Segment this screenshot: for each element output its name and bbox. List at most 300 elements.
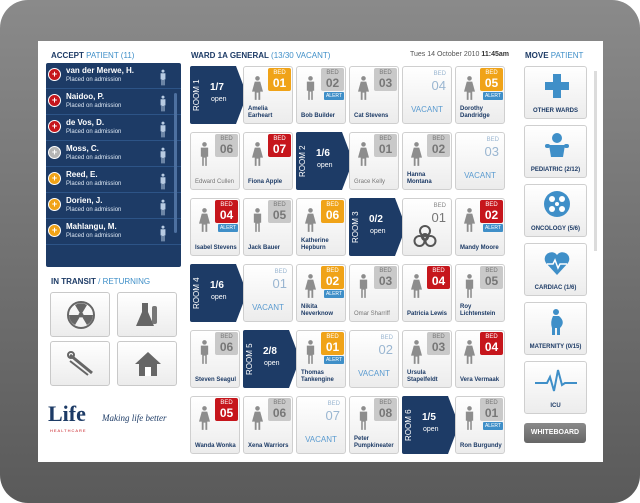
patient-figure [305, 339, 316, 370]
bed-tag [427, 332, 450, 355]
accept-title: ACCEPT [51, 51, 84, 60]
vacant-label: VACANT [305, 435, 337, 444]
bed-tag [215, 398, 238, 421]
patient-figure [305, 75, 316, 106]
grid-cell [243, 132, 293, 190]
bed-tag [268, 398, 291, 421]
room-header[interactable] [349, 198, 399, 256]
female-patient-icon [305, 273, 316, 299]
bed-tag [427, 134, 450, 157]
male-patient-icon [159, 121, 167, 138]
room-count: 1/5 [422, 412, 436, 423]
patient-icon-wrap [159, 173, 167, 195]
occupied-bed-card[interactable] [190, 198, 240, 256]
alert-badge[interactable]: ALERT [325, 357, 342, 363]
move-pediatric-button[interactable] [524, 125, 587, 178]
accept-patient-row[interactable] [46, 63, 181, 89]
room-label: ROOM 1 [192, 79, 201, 111]
patient-name: Reed, E. [66, 170, 98, 179]
baby-icon [543, 131, 571, 164]
patient-figure [464, 405, 475, 436]
grid-cell [296, 264, 346, 322]
occupied-bed-card[interactable] [349, 264, 399, 322]
bed-tag [215, 200, 238, 223]
grid-cell [349, 66, 399, 124]
patient-figure [199, 405, 210, 436]
whiteboard-button[interactable]: WHITEBOARD [524, 423, 586, 443]
logo-tagline: Making life better [102, 413, 167, 423]
move-title: MOVE [525, 51, 549, 60]
grid-cell [296, 198, 346, 256]
life-healthcare-logo [48, 401, 178, 441]
bed-label: BED [432, 268, 445, 274]
occupied-bed-card[interactable] [296, 66, 346, 124]
patient-figure [358, 405, 369, 436]
laboratory-button[interactable] [117, 292, 177, 337]
male-patient-icon [159, 199, 167, 216]
grid-cell [296, 330, 346, 388]
bed-number: 01 [484, 406, 499, 420]
bed-tag [374, 266, 397, 289]
ward-panel [188, 41, 513, 462]
patient-figure [252, 405, 263, 436]
move-label: ICU [550, 403, 561, 409]
male-patient-icon [464, 405, 475, 431]
patient-name: Steven Seagul [195, 377, 237, 383]
accept-scrollbar[interactable] [174, 93, 177, 233]
bed-tag [427, 266, 450, 289]
patient-name: Roy Lichtenstein [460, 304, 496, 317]
bed-number: 02 [431, 142, 446, 156]
move-scrollbar[interactable] [594, 71, 597, 251]
room-header[interactable] [190, 264, 240, 322]
vacant-label: VACANT [411, 105, 443, 114]
priority-badge: + [48, 68, 61, 81]
grid-cell [455, 66, 505, 124]
room-count: 1/6 [316, 148, 330, 159]
vacant-bed-card[interactable] [296, 396, 346, 454]
priority-badge: + [48, 146, 61, 159]
patient-figure [464, 339, 475, 370]
patient-name: Amelia Earheart [248, 106, 273, 119]
bed-number: 04 [431, 78, 446, 93]
grid-cell [349, 132, 399, 190]
patient-status: Placed on admission [66, 181, 122, 187]
occupied-bed-card[interactable] [349, 132, 399, 190]
patient-icon-wrap [159, 147, 167, 169]
patient-name: Vera Vermaak [460, 377, 500, 383]
ward-subtitle: GENERAL [229, 51, 269, 60]
patient-name: Wanda Wonka [195, 443, 236, 449]
room-label: ROOM 3 [351, 211, 360, 243]
room-header[interactable] [190, 66, 240, 124]
female-patient-icon [252, 141, 263, 167]
patient-icon-wrap [159, 199, 167, 221]
female-patient-icon [358, 141, 369, 167]
vacant-bed-card[interactable] [455, 132, 505, 190]
female-patient-icon [464, 75, 475, 101]
grid-cell [243, 66, 293, 124]
alert-badge[interactable]: ALERT [484, 93, 501, 99]
bed-tag [321, 266, 344, 289]
alert-badge[interactable]: ALERT [219, 225, 236, 231]
male-patient-icon [159, 147, 167, 164]
bed-label: BED [485, 334, 498, 340]
occupied-bed-card[interactable] [190, 330, 240, 388]
bed-label: BED [220, 202, 233, 208]
occupied-bed-card[interactable] [402, 330, 452, 388]
male-patient-icon [159, 95, 167, 112]
bed-label: BED [220, 136, 233, 142]
alert-badge[interactable]: ALERT [484, 225, 501, 231]
bed-number: 03 [378, 76, 393, 90]
bed-tag [480, 68, 503, 91]
patient-figure [305, 273, 316, 304]
radiology-button[interactable] [50, 292, 110, 337]
date-text: Tues 14 October 2010 [410, 51, 480, 58]
bed-number: 04 [431, 274, 446, 288]
accept-title-light: PATIENT (11) [86, 51, 135, 60]
grid-cell [296, 66, 346, 124]
bed-number: 07 [325, 408, 340, 423]
bed-label: BED [273, 136, 286, 142]
room-header[interactable] [296, 132, 346, 190]
patient-figure [199, 207, 210, 238]
bed-tag [480, 332, 503, 355]
male-patient-icon [305, 75, 316, 101]
room-label: ROOM 6 [404, 409, 413, 441]
bed-label: BED [486, 137, 499, 143]
move-label: CARDIAC (1/6) [534, 285, 577, 291]
occupied-bed-card[interactable] [455, 396, 505, 454]
bed-number: 02 [325, 274, 340, 288]
patient-name: Cat Stevens [354, 113, 389, 119]
priority-badge: + [48, 198, 61, 211]
bed-tag [480, 266, 503, 289]
patient-figure [358, 273, 369, 304]
male-patient-icon [358, 405, 369, 431]
bed-label: BED [380, 335, 393, 341]
isolation-bed-card[interactable] [402, 198, 452, 256]
patient-figure [252, 207, 263, 238]
transit-title: IN TRANSIT [51, 277, 96, 286]
bed-tag [321, 332, 344, 355]
vacant-label: VACANT [358, 369, 390, 378]
bed-label: BED [432, 334, 445, 340]
move-label: PEDIATRIC (2/12) [530, 167, 581, 173]
radiation-icon [66, 300, 96, 330]
occupied-bed-card[interactable] [455, 66, 505, 124]
patient-name: Grace Kelly [354, 179, 386, 185]
pregnant-icon [543, 308, 571, 341]
patient-name: Nikita Neverknow [301, 304, 334, 317]
ward-title: WARD 1A [191, 51, 228, 60]
bed-label: BED [273, 400, 286, 406]
move-maternity-button[interactable] [524, 302, 587, 355]
bed-number: 06 [325, 208, 340, 222]
room-open-label: open [211, 294, 227, 301]
bed-label: BED [273, 70, 286, 76]
female-patient-icon [464, 339, 475, 365]
alert-badge[interactable]: ALERT [325, 291, 342, 297]
room-count: 1/7 [210, 82, 224, 93]
room-open-label: open [264, 360, 280, 367]
bed-tag [374, 68, 397, 91]
patient-figure [411, 141, 422, 172]
bed-label: BED [485, 400, 498, 406]
lab-flask-icon [133, 300, 163, 330]
occupied-bed-card[interactable] [243, 132, 293, 190]
pulse-icon [535, 367, 577, 400]
room-count: 1/6 [210, 280, 224, 291]
bed-tag [480, 398, 503, 421]
bed-label: BED [379, 70, 392, 76]
occupied-bed-card[interactable] [296, 198, 346, 256]
move-cardiac-button[interactable] [524, 243, 587, 296]
bed-number: 01 [378, 142, 393, 156]
grid-cell [190, 396, 240, 454]
grid-cell [243, 198, 293, 256]
grid-cell [349, 396, 399, 454]
occupied-bed-card[interactable] [190, 132, 240, 190]
accept-patient-row[interactable] [46, 167, 181, 193]
grid-cell [243, 396, 293, 454]
room-open-label: open [423, 426, 439, 433]
patient-name: Mahlangu, M. [66, 222, 117, 231]
patient-figure [199, 339, 210, 370]
bed-tag [215, 332, 238, 355]
grid-cell [402, 264, 452, 322]
occupied-bed-card[interactable] [243, 66, 293, 124]
bed-number: 05 [219, 406, 234, 420]
home-icon [133, 349, 163, 379]
alert-badge[interactable]: ALERT [484, 423, 501, 429]
occupied-bed-card[interactable] [402, 132, 452, 190]
grid-cell [349, 264, 399, 322]
patient-name: Ursula Stapelfeldt [407, 370, 438, 383]
patient-name: Dorothy Dandridge [460, 106, 490, 119]
occupied-bed-card[interactable] [455, 264, 505, 322]
room-open-label: open [370, 228, 386, 235]
bed-label: BED [220, 400, 233, 406]
bed-label: BED [326, 70, 339, 76]
accept-patient-row[interactable] [46, 193, 181, 219]
bed-number: 01 [272, 76, 287, 90]
bed-tag [480, 200, 503, 223]
grid-cell [455, 132, 505, 190]
female-patient-icon [199, 207, 210, 233]
accept-patient-list[interactable] [46, 63, 181, 267]
logo-sub: HEALTHCARE [50, 428, 87, 433]
patient-icon-wrap [159, 225, 167, 247]
occupied-bed-card[interactable] [296, 264, 346, 322]
female-patient-icon [252, 405, 263, 431]
priority-badge: + [48, 224, 61, 237]
occupied-bed-card[interactable] [296, 330, 346, 388]
patient-name: Ron Burgundy [460, 443, 502, 449]
priority-badge: + [48, 172, 61, 185]
room-count: 0/2 [369, 214, 383, 225]
male-patient-icon [252, 207, 263, 233]
date-time [410, 51, 509, 58]
ward-vacant-count: (13/30 VACANT) [271, 51, 331, 60]
surgery-tools-icon [66, 349, 96, 379]
patient-name: Thomas Tankengine [301, 370, 334, 383]
move-header [525, 51, 583, 60]
grid-cell [402, 66, 452, 124]
grid-cell [455, 264, 505, 322]
female-patient-icon [411, 339, 422, 365]
occupied-bed-card[interactable] [455, 198, 505, 256]
priority-badge: + [48, 94, 61, 107]
bed-label: BED [220, 334, 233, 340]
grid-cell [402, 330, 452, 388]
patient-name: Omar Sharriff [354, 311, 390, 317]
grid-cell [402, 198, 452, 256]
grid-cell [243, 264, 293, 322]
priority-badge: + [48, 120, 61, 133]
accept-patient-row[interactable] [46, 89, 181, 115]
accept-patient-row[interactable] [46, 219, 181, 245]
bed-number: 02 [484, 208, 499, 222]
time-text: 11:45am [481, 51, 509, 58]
bed-tag [268, 200, 291, 223]
biohazard-icon [412, 224, 438, 255]
patient-name: van der Merwe, H. [66, 66, 135, 75]
bed-number: 04 [219, 208, 234, 222]
occupied-bed-card[interactable] [190, 396, 240, 454]
patient-name: Mandy Moore [460, 245, 499, 251]
bed-tag [268, 68, 291, 91]
patient-figure [358, 141, 369, 172]
occupied-bed-card[interactable] [243, 198, 293, 256]
room-open-label: open [317, 162, 333, 169]
occupied-bed-card[interactable] [349, 396, 399, 454]
patient-icon-wrap [159, 69, 167, 91]
bed-label: BED [379, 136, 392, 142]
vacant-bed-card[interactable] [243, 264, 293, 322]
patient-name: Peter Pumpkineater [354, 436, 394, 449]
patient-figure [464, 75, 475, 106]
patient-name: Fiona Apple [248, 179, 283, 185]
room-label: ROOM 2 [298, 145, 307, 177]
grid-cell [190, 132, 240, 190]
bed-number: 03 [431, 340, 446, 354]
female-patient-icon [252, 75, 263, 101]
cells-icon [543, 190, 571, 223]
move-oncology-button[interactable] [524, 184, 587, 237]
home-button[interactable] [117, 341, 177, 386]
bed-number: 05 [484, 274, 499, 288]
room-header[interactable] [402, 396, 452, 454]
bed-label: BED [379, 400, 392, 406]
bed-number: 05 [484, 76, 499, 90]
vacant-bed-card[interactable] [402, 66, 452, 124]
room-label: ROOM 4 [192, 277, 201, 309]
patient-name: de Vos, D. [66, 118, 105, 127]
male-patient-icon [159, 69, 167, 86]
male-patient-icon [199, 339, 210, 365]
occupied-bed-card[interactable] [243, 396, 293, 454]
male-patient-icon [199, 141, 210, 167]
vacant-bed-card[interactable] [349, 330, 399, 388]
patient-status: Placed on admission [66, 233, 122, 239]
accept-patient-row[interactable] [46, 141, 181, 167]
bed-number: 07 [272, 142, 287, 156]
alert-badge[interactable]: ALERT [325, 93, 342, 99]
patient-figure [199, 141, 210, 172]
patient-name: Naidoo, P. [66, 92, 105, 101]
grid-cell [296, 396, 346, 454]
bed-number: 06 [272, 406, 287, 420]
male-patient-icon [464, 273, 475, 299]
male-patient-icon [358, 273, 369, 299]
move-icu-button[interactable] [524, 361, 587, 414]
patient-name: Moss, C. [66, 144, 99, 153]
bed-tag [321, 68, 344, 91]
grid-cell [455, 396, 505, 454]
patient-name: Jack Bauer [248, 245, 281, 251]
grid-cell [455, 198, 505, 256]
room-label: ROOM 5 [245, 343, 254, 375]
patient-status: Placed on admission [66, 103, 122, 109]
room-header[interactable] [243, 330, 293, 388]
occupied-bed-card[interactable] [455, 330, 505, 388]
bed-number: 06 [219, 142, 234, 156]
patient-figure [464, 207, 475, 238]
accept-patient-row[interactable] [46, 115, 181, 141]
move-label: ONCOLOGY (5/6) [531, 226, 580, 232]
bed-label: BED [485, 268, 498, 274]
bed-number: 01 [431, 210, 446, 225]
theatre-button[interactable] [50, 341, 110, 386]
occupied-bed-card[interactable] [349, 66, 399, 124]
bed-label: BED [327, 401, 340, 407]
occupied-bed-card[interactable] [402, 264, 452, 322]
bed-label: BED [326, 268, 339, 274]
patient-icon-wrap [159, 121, 167, 143]
left-panel [38, 41, 184, 462]
heart-icon [543, 249, 571, 282]
patient-figure [305, 207, 316, 238]
female-patient-icon [305, 207, 316, 233]
cross-icon [543, 72, 571, 105]
patient-icon-wrap [159, 95, 167, 117]
patient-figure [411, 273, 422, 304]
bed-label: BED [485, 70, 498, 76]
male-patient-icon [159, 173, 167, 190]
bed-number: 01 [325, 340, 340, 354]
female-patient-icon [411, 273, 422, 299]
bed-tag [268, 134, 291, 157]
move-other-button[interactable] [524, 66, 587, 119]
bed-label: BED [433, 203, 446, 209]
move-label: MATERNITY (0/15) [529, 344, 582, 350]
female-patient-icon [411, 141, 422, 167]
patient-figure [252, 141, 263, 172]
transit-title-light: / RETURNING [98, 277, 151, 286]
bed-label: BED [432, 136, 445, 142]
bed-label: BED [326, 334, 339, 340]
patient-name: Katherine Hepburn [301, 238, 329, 251]
bed-number: 03 [378, 274, 393, 288]
patient-name: Xena Warriors [248, 443, 289, 449]
bed-label: BED [326, 202, 339, 208]
bed-tag [215, 134, 238, 157]
bed-tag [374, 134, 397, 157]
patient-name: Edward Cullen [195, 179, 235, 185]
move-panel [519, 41, 603, 462]
